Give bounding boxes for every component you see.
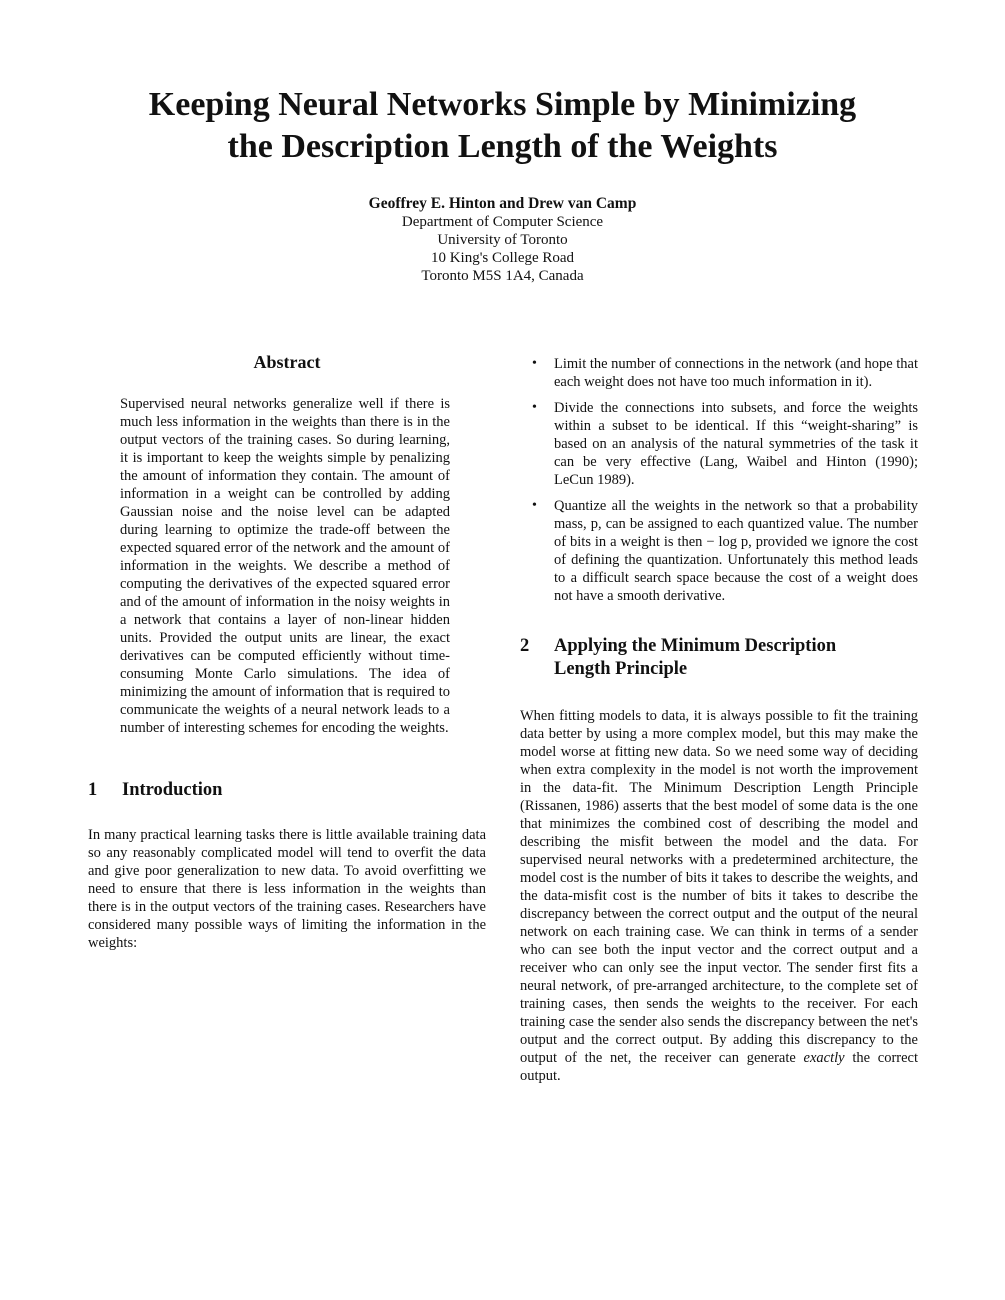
section-1-title: Introduction <box>122 780 223 800</box>
abstract-text: Supervised neural networks generalize well if there is much less information in the weights than there is in the output vectors of the training cases. So during learning, it is important to keep the weights simple by penalizing the amount of information they contain. The amount of information in a weight can be controlled by adding Gaussian noise and the noise level can be adapted during learning to optimize the trade-off between the expected squared error of the network and the amount of information in the weights. We describe a method of computing the derivatives of the expected squared error and of the amount of information in the noisy weights in a network that contains a layer of non-linear hidden units. Provided the output units are linear, the exact derivatives can be computed efficiently without time-consuming Monte Carlo simulations. The idea of minimizing the amount of information that is required to communicate the weights of a neural network leads to a number of interesting schemes for encoding the weights. <box>120 396 450 736</box>
bullet-list <box>520 355 918 605</box>
section-2-title <box>554 635 836 681</box>
section-2-text-end: the correct output. <box>520 1050 919 1084</box>
paper-title <box>60 84 945 168</box>
section-2-title-line-1: Applying the Minimum Description <box>554 636 837 656</box>
bullet-item <box>520 497 918 605</box>
title-line-1: Keeping Neural Networks Simple by Minimizing <box>148 86 857 123</box>
section-2-title-line-2: Length Principle <box>554 659 688 679</box>
author-block <box>200 195 805 285</box>
right-column <box>520 355 918 1085</box>
bullet-item <box>520 399 918 489</box>
author-department: Department of Computer Science <box>401 214 604 230</box>
section-2-text-main: When fitting models to data, it is always possible to fit the training data better by using a more complex model, but this may make the model worse at fitting new data. So we need some way of deciding when extra complexity in the model is not worth the improvement in the data-fit. The Minimum Description Length Principle (Rissanen, 1986) asserts that the best model of some data is the one that minimizes the combined cost of describing the model and describing the misfit between the model and the data. For supervised neural networks with a predetermined architecture, the model cost is the number of bits it takes to describe the weights, and the data-misfit cost is the number of bits it takes to describe the discrepancy between the correct output and the output of the neural network on each training case. We can think in terms of a sender who can see both the input vector and the correct output and a receiver who can only see the input vector. The sender first fits a neural network, of pre-arranged architecture, to the complete set of training cases, then sends the weights to the receiver. For each training case the sender also sends the discrepancy between the net's output and the correct output. By adding this discrepancy to the output of the net, the receiver can generate <box>520 708 918 1066</box>
left-column <box>88 352 486 952</box>
title-line-2: the Description Length of the Weights <box>227 128 778 165</box>
author-city: Toronto M5S 1A4, Canada <box>421 268 584 284</box>
section-1-text: In many practical learning tasks there is little available training data so any reasonably complicated model will tend to overfit the data and give poor generalization to new data. To avoid overfitting we need to ensure that there is less information in the weights than there is in the output vectors of the training cases. Researchers have considered many possible ways of limiting the information in the weights: <box>88 827 486 951</box>
bullet-item <box>520 355 918 391</box>
section-2-number: 2 <box>520 636 530 656</box>
section-2-heading <box>520 635 918 681</box>
section-2-emphasis: exactly <box>803 1050 845 1066</box>
section-1-heading <box>88 779 486 802</box>
section-1-number: 1 <box>88 780 98 800</box>
bullet-dot-icon: • <box>532 400 537 415</box>
bullet-text: Quantize all the weights in the network so that a probability mass, p, can be assigned to each quantized value. The number of bits in a weight is then − log p, provided we ignore the cost of defining the quantization. Unfortunately this method leads to a difficult search space because the cost of a weight does not have a smooth derivative. <box>554 498 918 604</box>
bullet-text: Limit the number of connections in the network (and hope that each weight does not have too much information in it). <box>554 356 919 390</box>
author-address: 10 King's College Road <box>430 250 575 266</box>
section-2-text <box>520 707 918 1085</box>
bullet-dot-icon: • <box>532 498 537 513</box>
author-university: University of Toronto <box>437 232 568 248</box>
author-names: Geoffrey E. Hinton and Drew van Camp <box>368 195 637 212</box>
bullet-dot-icon: • <box>532 356 537 371</box>
bullet-text: Divide the connections into subsets, and force the weights within a subset to be identical. If this “weight-sharing” is based on an analysis of the natural symmetries of the task it can be very effective (Lang, Waibel and Hinton (1990); LeCun 1989). <box>554 400 918 488</box>
abstract-heading: Abstract <box>253 352 321 372</box>
